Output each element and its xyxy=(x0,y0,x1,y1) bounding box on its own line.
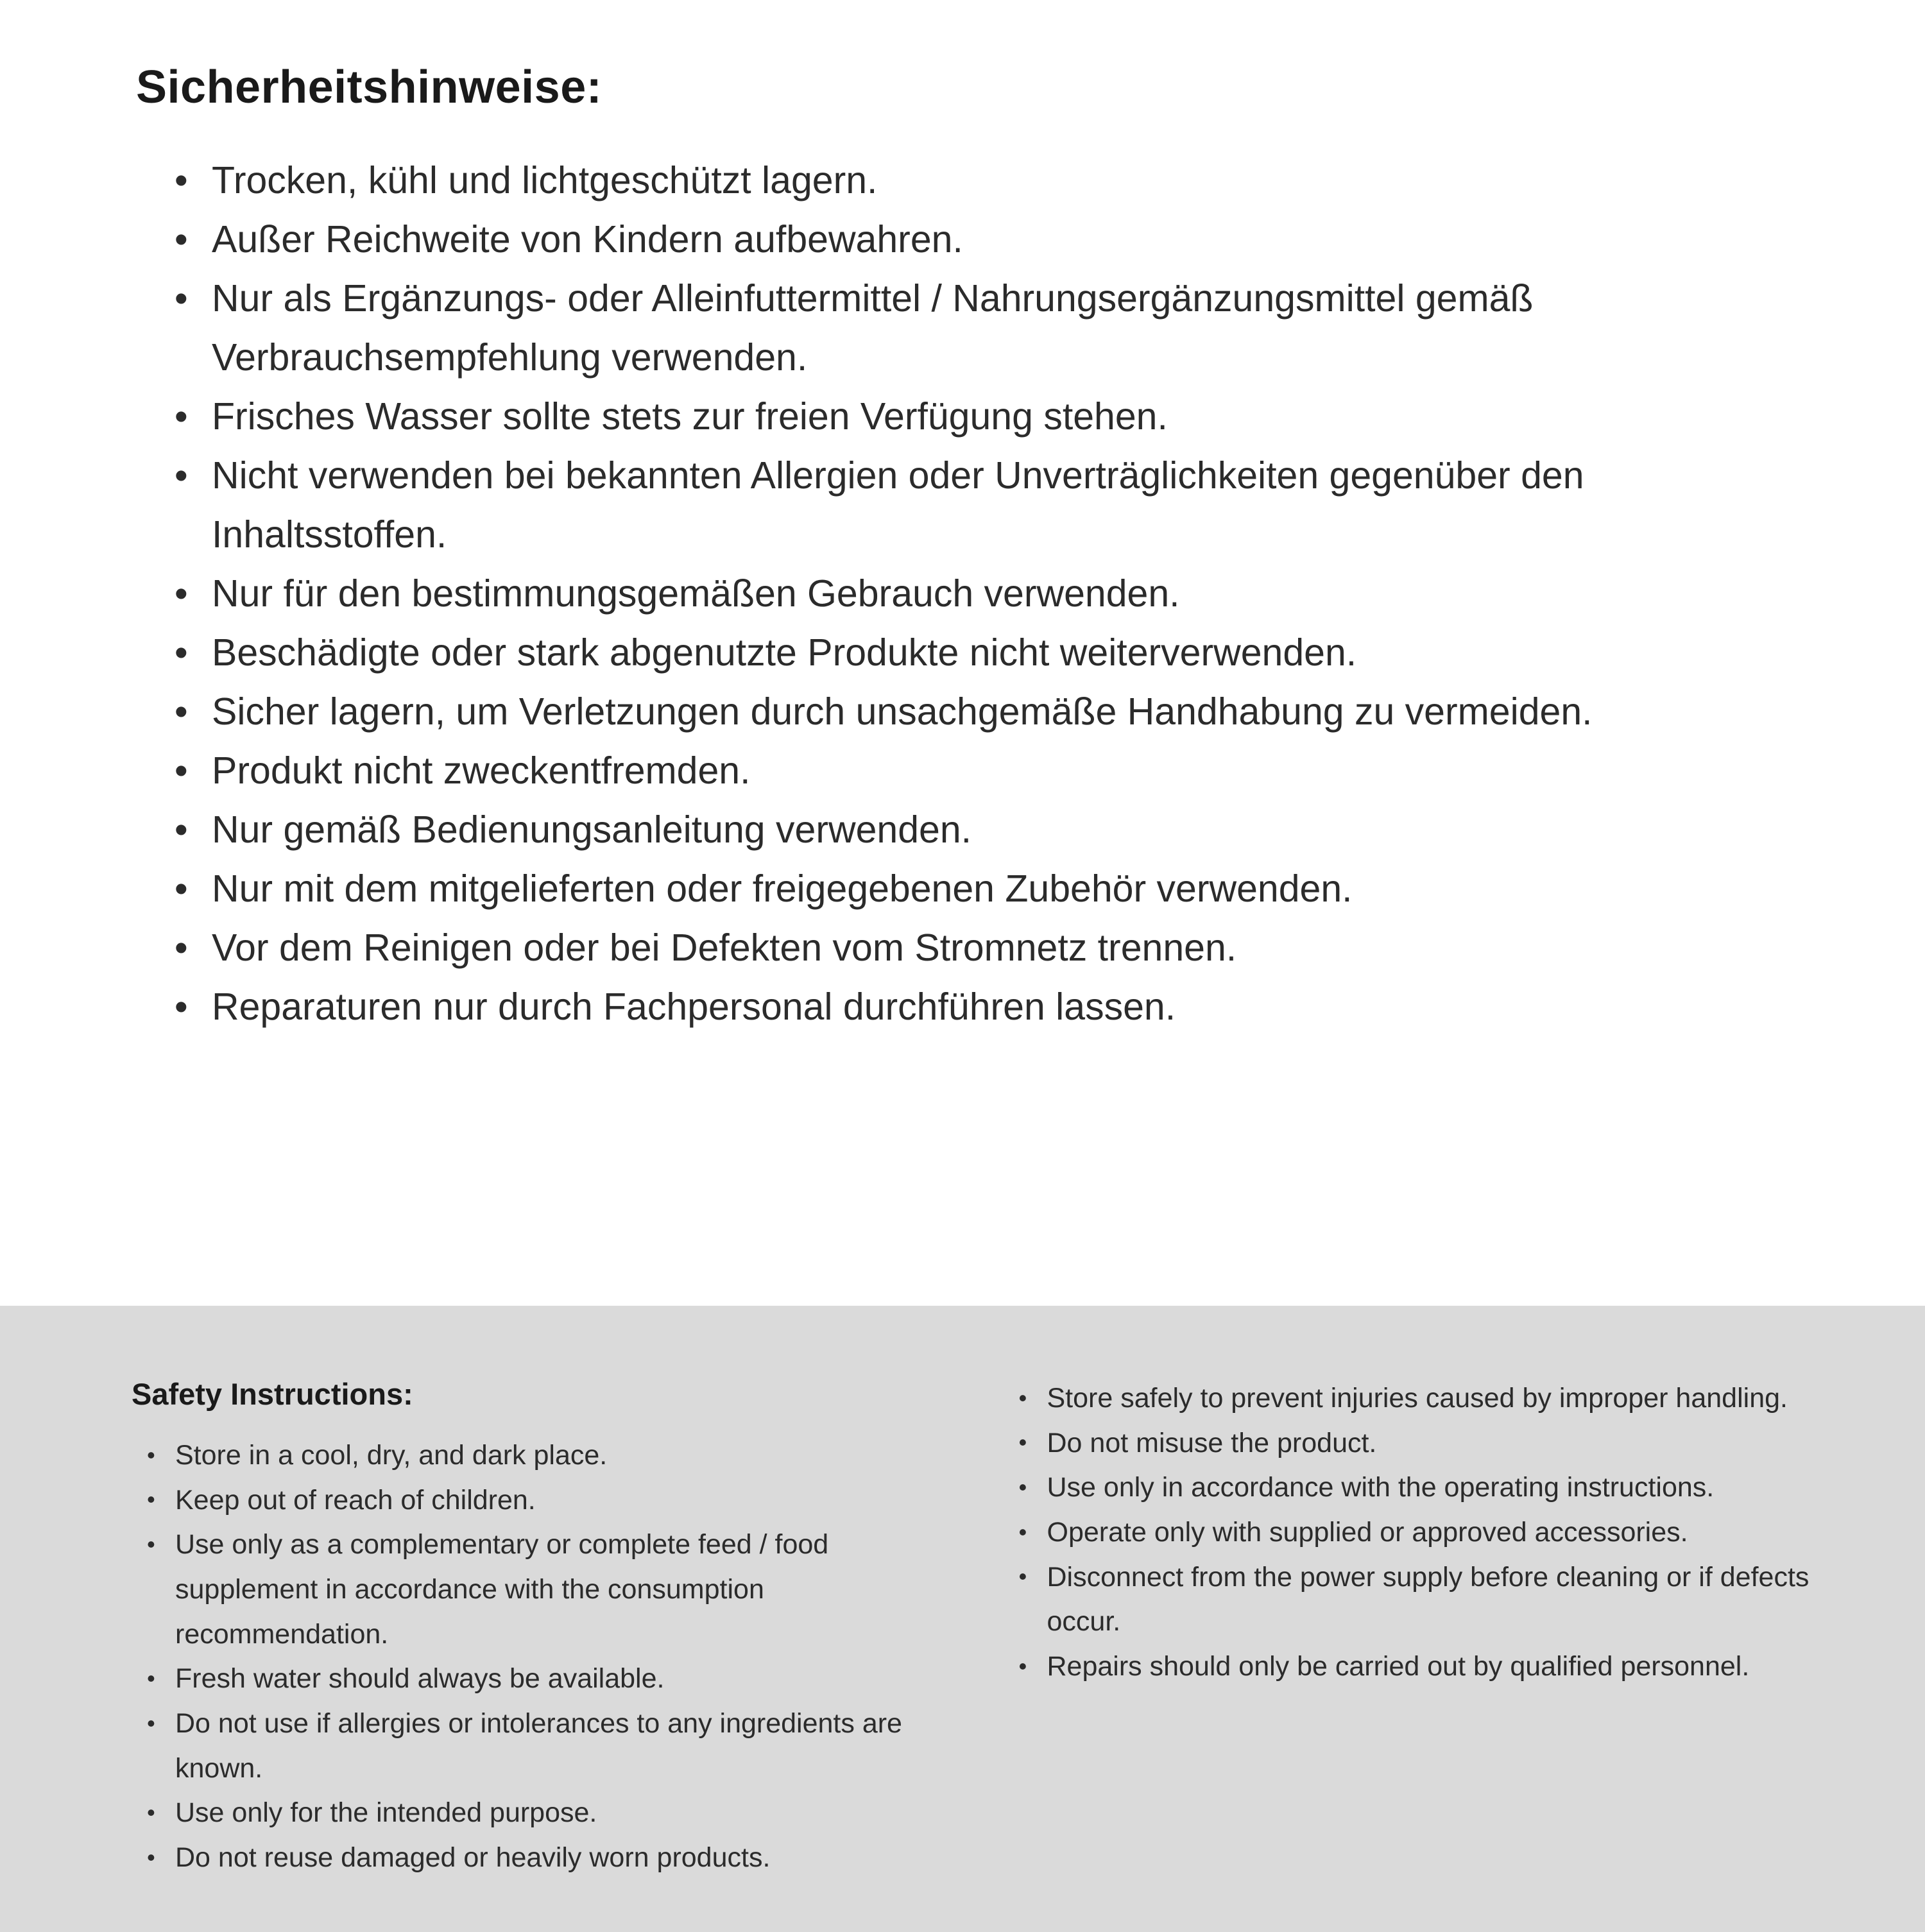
list-item: • Use only in accordance with the operating instructions. xyxy=(1019,1466,1810,1510)
list-item: • Use only as a complementary or complete feed / food supplement in accordance with the consumption recommendation. xyxy=(147,1523,923,1657)
list-item: • Keep out of reach of children. xyxy=(147,1478,923,1523)
list-item: • Do not misuse the product. xyxy=(1019,1421,1810,1466)
list-item: • Store safely to prevent injuries caused by improper handling. xyxy=(1019,1376,1810,1421)
english-right-column xyxy=(1019,1376,1810,1689)
list-item: • Repairs should only be carried out by qualified personnel. xyxy=(1019,1645,1810,1689)
list-item: • Vor dem Reinigen oder bei Defekten vom Stromnetz trennen. xyxy=(175,918,1829,977)
list-item: • Beschädigte oder stark abgenutzte Produkte nicht weiterverwenden. xyxy=(175,623,1829,682)
list-item: • Nur für den bestimmungsgemäßen Gebrauch verwenden. xyxy=(175,564,1829,623)
english-heading: Safety Instructions: xyxy=(132,1377,413,1411)
list-item: • Use only for the intended purpose. xyxy=(147,1791,923,1836)
list-item: • Frisches Wasser sollte stets zur freien Verfügung stehen. xyxy=(175,387,1829,446)
list-item: • Nur als Ergänzungs- oder Alleinfuttermittel / Nahrungsergänzungsmittel gemäß Verbrauchsempfehlung verwenden. xyxy=(175,269,1829,387)
list-item: • Do not reuse damaged or heavily worn products. xyxy=(147,1836,923,1881)
list-item: • Disconnect from the power supply before cleaning or if defects occur. xyxy=(1019,1555,1810,1645)
list-item: • Nur gemäß Bedienungsanleitung verwenden. xyxy=(175,800,1829,859)
list-item: • Sicher lagern, um Verletzungen durch unsachgemäße Handhabung zu vermeiden. xyxy=(175,682,1829,741)
list-item: • Do not use if allergies or intolerances to any ingredients are known. xyxy=(147,1702,923,1791)
list-item: • Produkt nicht zweckentfremden. xyxy=(175,741,1829,800)
list-item: • Operate only with supplied or approved accessories. xyxy=(1019,1510,1810,1555)
english-safety-section xyxy=(0,1306,1925,1932)
list-item: • Reparaturen nur durch Fachpersonal durchführen lassen. xyxy=(175,977,1829,1036)
list-item: • Nur mit dem mitgelieferten oder freigegebenen Zubehör verwenden. xyxy=(175,859,1829,918)
english-left-column xyxy=(132,1376,923,1881)
english-left-list xyxy=(132,1433,923,1881)
list-item: • Nicht verwenden bei bekannten Allergien oder Unverträglichkeiten gegenüber den Inhaltsstoffen. xyxy=(175,446,1829,564)
english-right-list xyxy=(1019,1376,1810,1689)
german-heading: Sicherheitshinweise: xyxy=(136,62,603,113)
list-item: • Store in a cool, dry, and dark place. xyxy=(147,1433,923,1478)
german-safety-list xyxy=(136,151,1829,1036)
list-item: • Fresh water should always be available. xyxy=(147,1657,923,1702)
list-item: • Außer Reichweite von Kindern aufbewahren. xyxy=(175,210,1829,269)
list-item: • Trocken, kühl und lichtgeschützt lagern. xyxy=(175,151,1829,210)
